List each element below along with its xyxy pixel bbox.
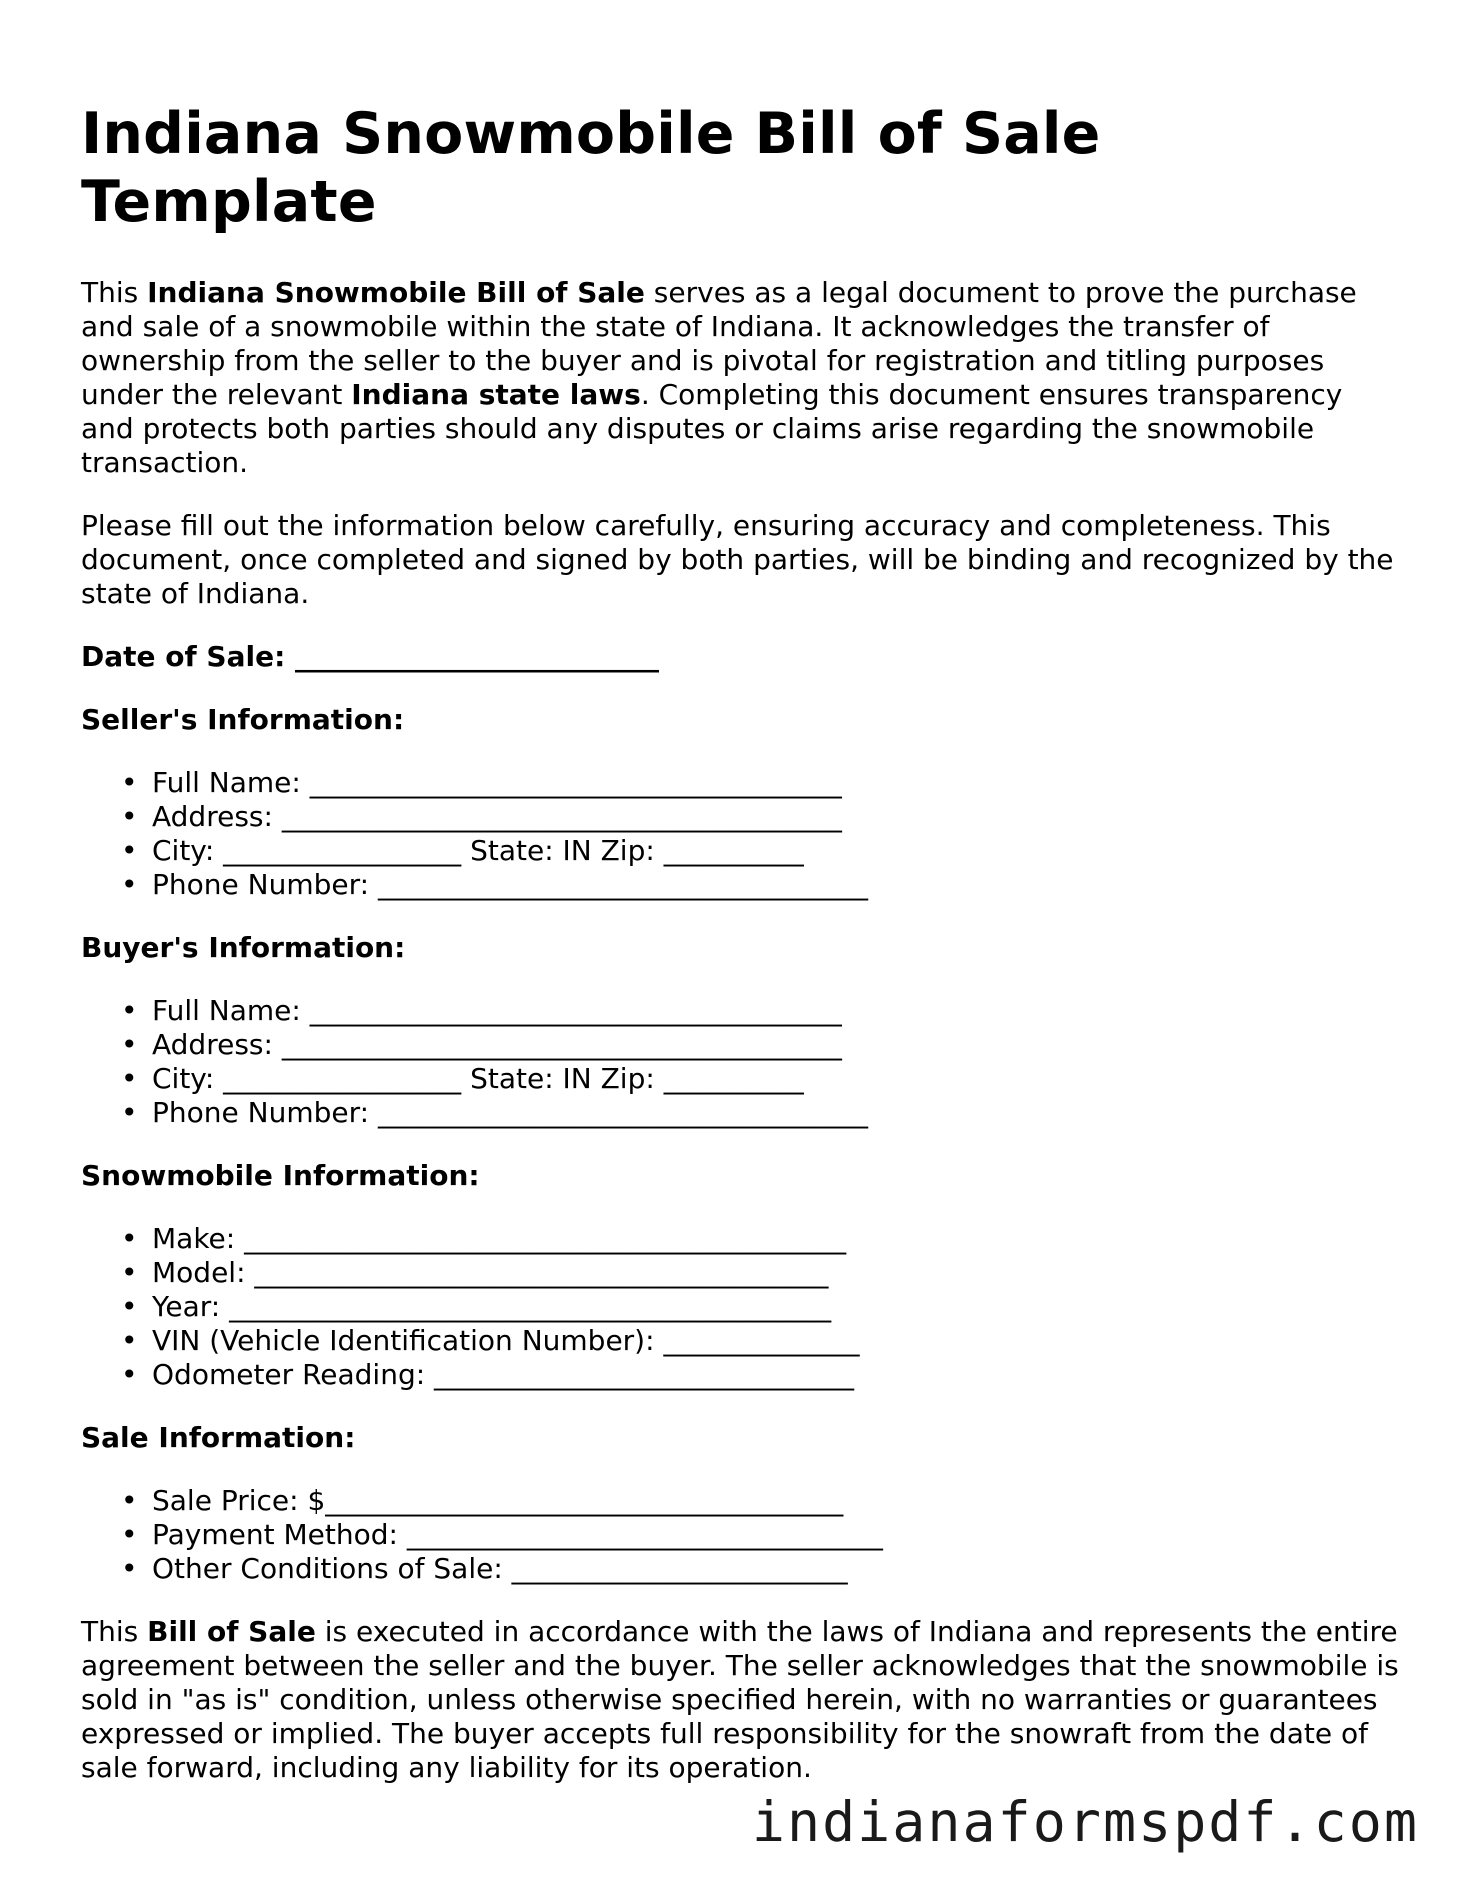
buyer-phone: Phone Number: ___________________________________ [152, 1096, 868, 1129]
list-item [81, 1324, 1401, 1358]
list-item [81, 766, 1401, 800]
list-item [81, 1484, 1401, 1518]
bullet-icon: • [121, 800, 138, 833]
buyer-address: Address: ________________________________________ [152, 1028, 842, 1061]
bullet-icon: • [121, 1028, 138, 1061]
seller-city-state-zip: City: _________________ State: IN Zip: __________ [152, 834, 804, 867]
snowmobile-make: Make: ___________________________________________ [152, 1222, 847, 1255]
snowmobile-year: Year: ___________________________________________ [152, 1290, 832, 1323]
closing-bold-1: Bill of Sale [147, 1615, 316, 1648]
bullet-icon: • [121, 1358, 138, 1391]
seller-heading: Seller's Information: [81, 703, 405, 736]
list-item [81, 1256, 1401, 1290]
bullet-icon: • [121, 834, 138, 867]
seller-phone: Phone Number: ___________________________________ [152, 868, 868, 901]
bullet-icon: • [121, 1096, 138, 1129]
list-item [81, 868, 1401, 902]
intro-paragraph [81, 276, 1401, 480]
bullet-icon: • [121, 1290, 138, 1323]
bullet-icon: • [121, 766, 138, 799]
buyer-city-state-zip: City: _________________ State: IN Zip: __________ [152, 1062, 804, 1095]
snowmobile-odometer: Odometer Reading: ______________________________ [152, 1358, 855, 1391]
intro-text-2: serves as a legal document to prove the purchase and sale of a snowmobile within the state of Indiana. It acknowledges the transfer of ownership from the seller to the buyer and is pivotal for registration and titling purposes under the relevant [81, 276, 1357, 411]
snowmobile-heading: Snowmobile Information: [81, 1159, 480, 1192]
bullet-icon: • [121, 1256, 138, 1289]
bullet-icon: • [121, 1484, 138, 1517]
closing-text-2: is executed in accordance with the laws of Indiana and represents the entire agreement between the seller and the buyer. The seller acknowledges that the snowmobile is sold in "as is" condition, unless otherwise specified herein, with no warranties or guarantees expressed or implied. The buyer accepts full responsibility for the snowraft from the date of sale forward, including any liability for its operation. [81, 1615, 1399, 1784]
seller-address: Address: ________________________________________ [152, 800, 842, 833]
bullet-icon: • [121, 1222, 138, 1255]
closing-text-1: This [81, 1615, 148, 1648]
buyer-full-name: Full Name: ______________________________________ [152, 994, 842, 1027]
sale-payment-method: Payment Method: __________________________________ [152, 1518, 883, 1551]
closing-paragraph [81, 1615, 1401, 1785]
snowmobile-model: Model: _________________________________________ [152, 1256, 829, 1289]
list-item [81, 1222, 1401, 1256]
intro-bold-1: Indiana Snowmobile Bill of Sale [147, 276, 645, 309]
intro-bold-2: Indiana state laws [351, 378, 641, 411]
bullet-icon: • [121, 1518, 138, 1551]
document-title: Indiana Snowmobile Bill of Sale Template [81, 101, 1101, 235]
list-item [81, 1096, 1401, 1130]
sale-list [81, 1484, 1401, 1586]
list-item [81, 1552, 1401, 1586]
instructions-paragraph: Please fill out the information below carefully, ensuring accuracy and completeness. This document, once completed and signed by both parties, will be binding and recognized by the state of Indiana. [81, 509, 1394, 610]
snowmobile-list [81, 1222, 1401, 1392]
intro-text-3: . Completing this document ensures transparency and protects both parties should any disputes or claims arise regarding the snowmobile transaction. [81, 378, 1343, 479]
sale-price: Sale Price: $_____________________________________ [152, 1484, 844, 1517]
list-item [81, 1358, 1401, 1392]
seller-list [81, 766, 1401, 902]
list-item [81, 1290, 1401, 1324]
list-item [81, 1028, 1401, 1062]
document-page [81, 100, 1401, 1785]
sale-other-conditions: Other Conditions of Sale: ________________________ [152, 1552, 848, 1585]
bullet-icon: • [121, 1062, 138, 1095]
bullet-icon: • [121, 868, 138, 901]
sale-heading: Sale Information: [81, 1421, 356, 1454]
seller-full-name: Full Name: ______________________________________ [152, 766, 842, 799]
list-item [81, 994, 1401, 1028]
bullet-icon: • [121, 994, 138, 1027]
snowmobile-vin: VIN (Vehicle Identification Number): ______________ [152, 1324, 860, 1357]
bullet-icon: • [121, 1324, 138, 1357]
list-item [81, 1518, 1401, 1552]
date-of-sale-field: Date of Sale: __________________________ [81, 640, 660, 673]
bullet-icon: • [121, 1552, 138, 1585]
buyer-heading: Buyer's Information: [81, 931, 406, 964]
list-item [81, 834, 1401, 868]
list-item [81, 800, 1401, 834]
buyer-list [81, 994, 1401, 1130]
list-item [81, 1062, 1401, 1096]
intro-text-1: This [81, 276, 148, 309]
site-watermark: indianaformspdf.com [751, 1790, 1419, 1854]
